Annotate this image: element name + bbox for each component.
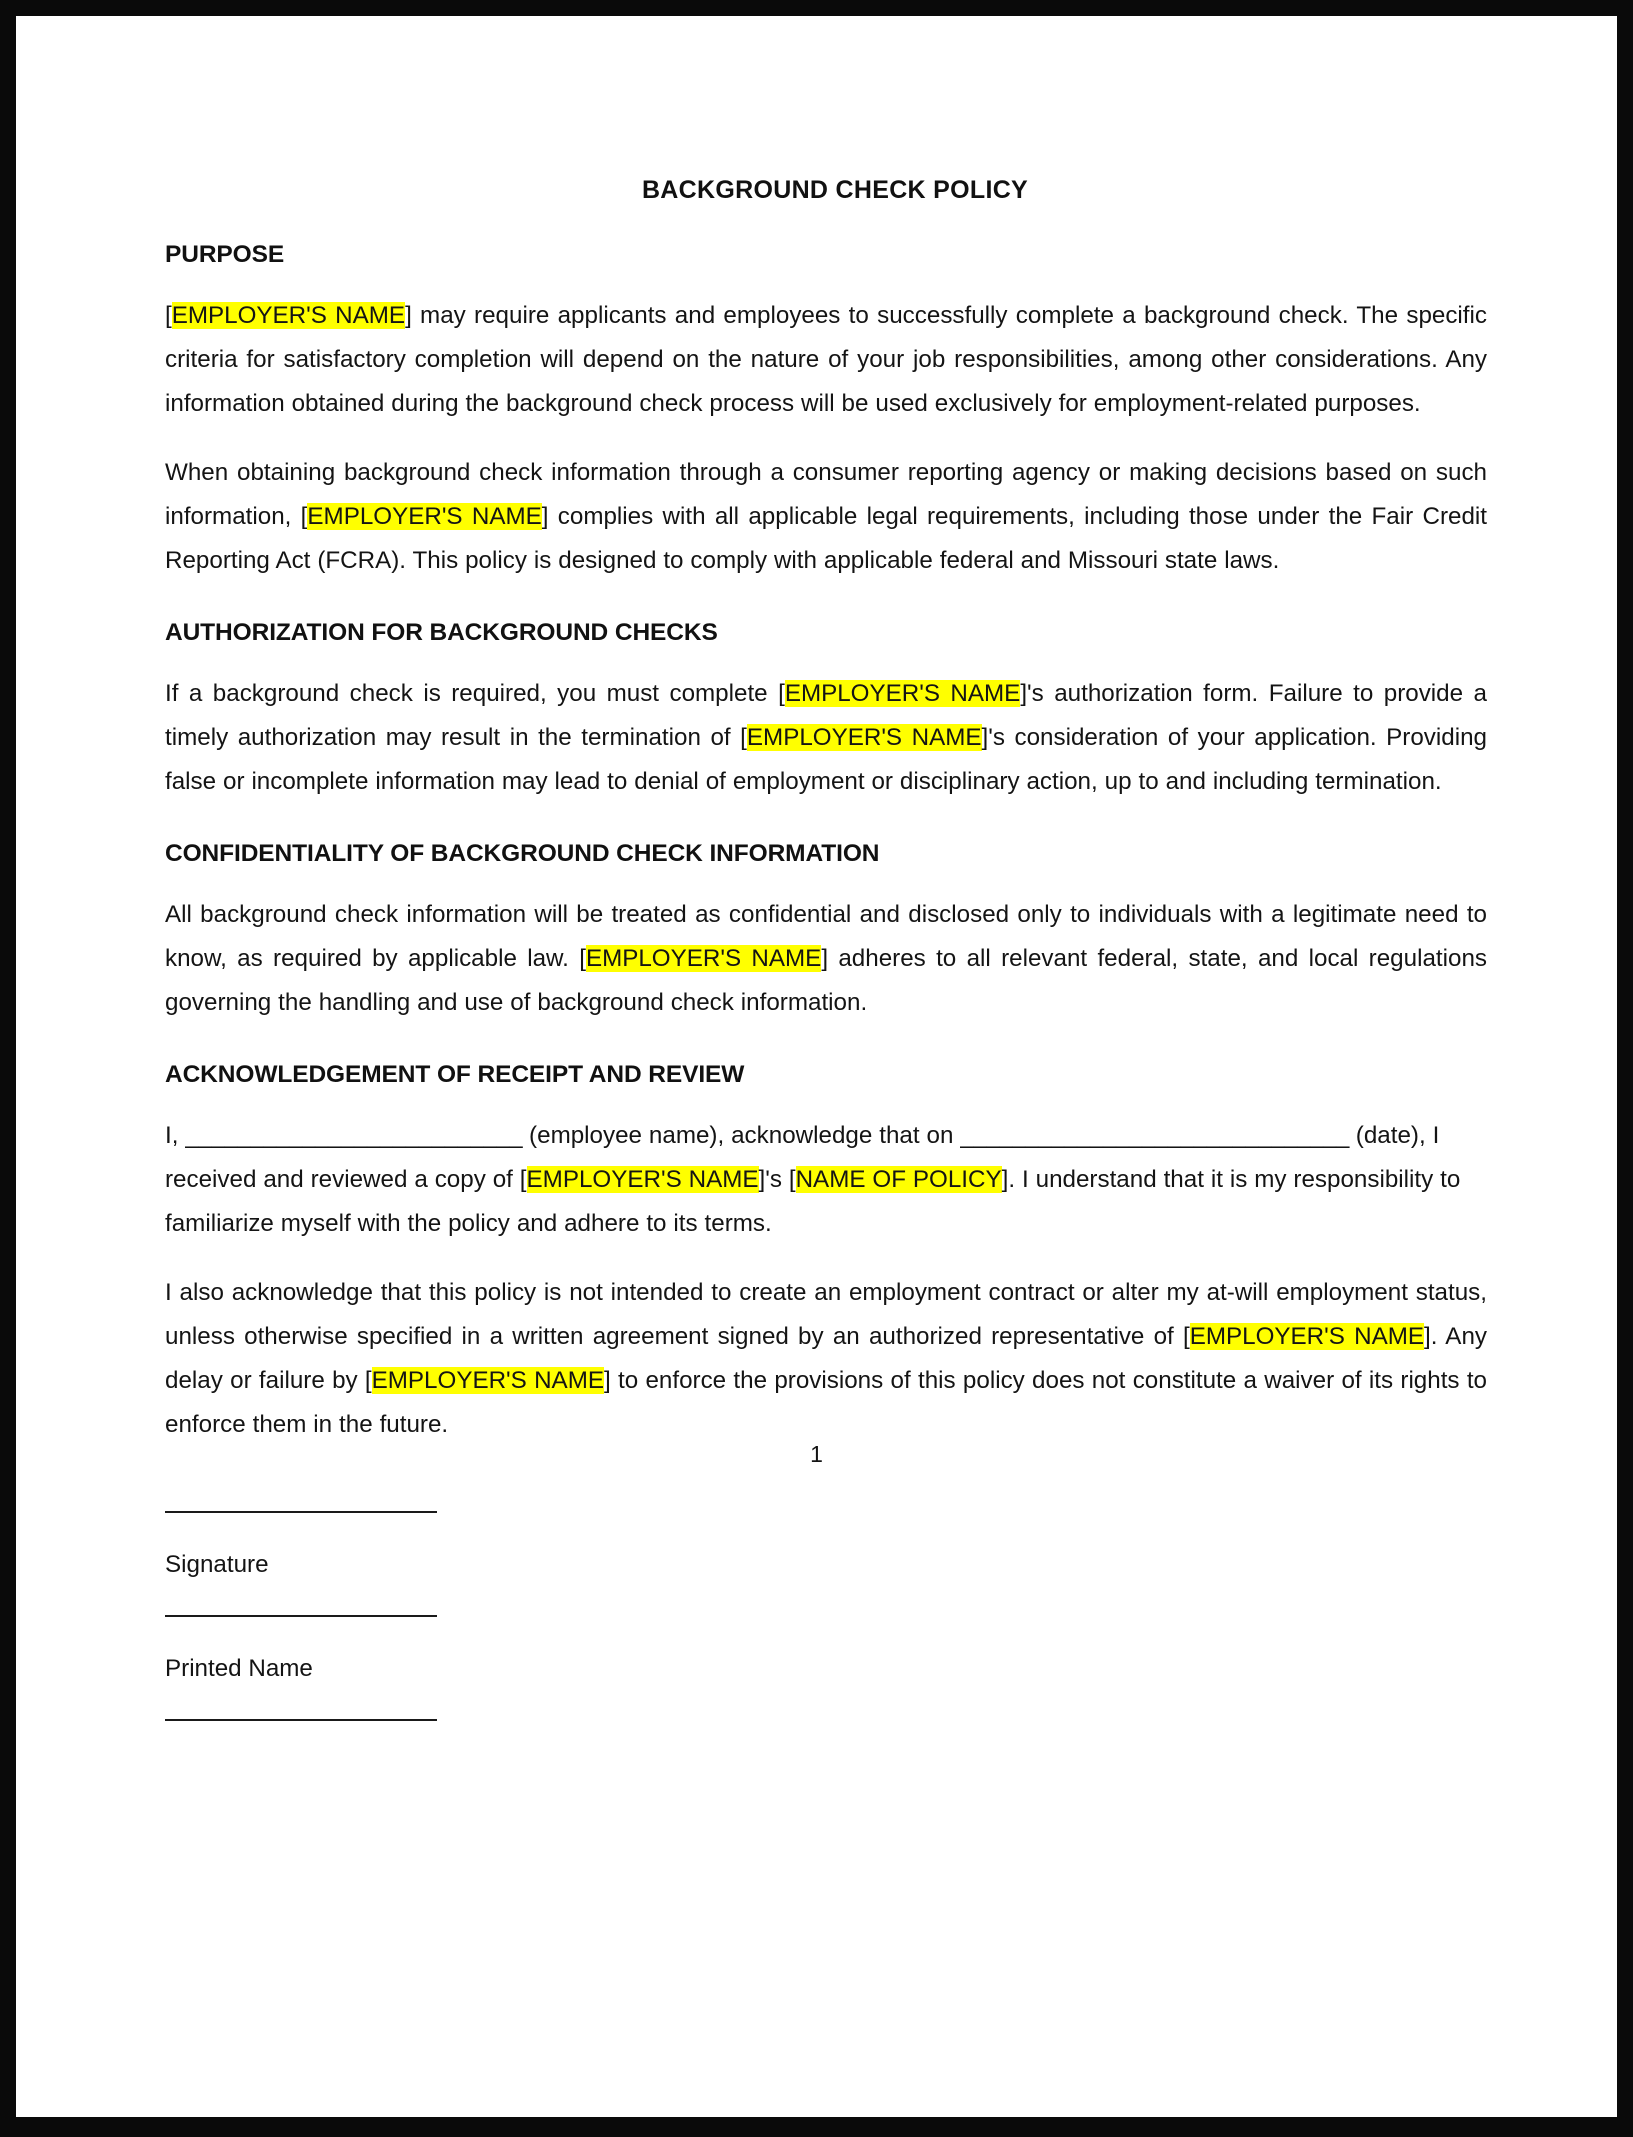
section-heading-acknowledgement: ACKNOWLEDGEMENT OF RECEIPT AND REVIEW [165, 1061, 745, 1088]
paragraph-text: I, [165, 1122, 186, 1149]
printed-name-label: Printed Name [165, 1655, 313, 1682]
page-title: BACKGROUND CHECK POLICY [641, 176, 1029, 204]
paragraph-text: (employee name), acknowledge that on [522, 1122, 961, 1149]
bracket-open: [ [165, 302, 172, 329]
paragraph-text: (date), I received and reviewed a copy of [ [165, 1122, 1440, 1193]
paragraph-text: ]'s consideration of your application. Providing false or incomplete information may lead to denial of employment or disciplinary action, up to and including termination. [165, 724, 1488, 795]
paragraph-text: When obtaining background check information through a consumer reporting agency or making decisions based on such information, [ [165, 459, 1487, 530]
paragraph-purpose-1 [165, 269, 1487, 426]
paragraph-text: All background check information will be treated as confidential and disclosed only to individuals with a legitimate need to know, as required by applicable law. [ [165, 901, 1487, 972]
blank-date[interactable]: ______________________________ [960, 1122, 1349, 1149]
page-number: 1 [810, 1441, 823, 1467]
section-heading-authorization: AUTHORIZATION FOR BACKGROUND CHECKS [165, 619, 718, 646]
signature-block [165, 1447, 1487, 1721]
paragraph-acknowledgement-2 [165, 1246, 1487, 1447]
placeholder-employer-name: EMPLOYER'S NAME [371, 1367, 604, 1394]
placeholder-employer-name: EMPLOYER'S NAME [585, 945, 822, 972]
placeholder-policy-name: NAME OF POLICY [795, 1166, 1002, 1193]
placeholder-employer-name: EMPLOYER'S NAME [746, 724, 982, 751]
placeholder-employer-name: EMPLOYER'S NAME [307, 503, 542, 530]
placeholder-employer-name: EMPLOYER'S NAME [1189, 1323, 1424, 1350]
section-heading-confidentiality: CONFIDENTIALITY OF BACKGROUND CHECK INFORMATION [165, 840, 880, 867]
spacer [165, 1579, 1487, 1615]
blank-employee-name[interactable]: __________________________ [185, 1122, 523, 1149]
paragraph-text: If a background check is required, you must complete [ [165, 680, 785, 707]
placeholder-employer-name: EMPLOYER'S NAME [171, 302, 406, 329]
paragraph-authorization-1 [165, 647, 1487, 804]
paragraph-purpose-2 [165, 426, 1487, 583]
placeholder-employer-name: EMPLOYER'S NAME [526, 1166, 759, 1193]
paragraph-text: ]. Any delay or failure by [ [165, 1323, 1487, 1394]
section-heading-purpose: PURPOSE [165, 241, 285, 268]
paragraph-text: ]'s authorization form. Failure to provide a timely authorization may result in the termination of [ [165, 680, 1487, 751]
paragraph-text: ] to enforce the provisions of this policy does not constitute a waiver of its rights to enforce them in the future. [165, 1367, 1487, 1438]
paragraph-text: ]. I understand that it is my responsibility to familiarize myself with the policy and adhere to its terms. [165, 1166, 1461, 1237]
document-page [16, 16, 1617, 2117]
placeholder-employer-name: EMPLOYER'S NAME [784, 680, 1021, 707]
paragraph-text: ] complies with all applicable legal requirements, including those under the Fair Credit Reporting Act (FCRA). This policy is designed to comply with applicable federal and Missouri state laws. [165, 503, 1488, 574]
paragraph-acknowledgement-1 [165, 1089, 1487, 1246]
paragraph-text: ] adheres to all relevant federal, state, and local regulations governing the handling and use of background check information. [165, 945, 1488, 1016]
signature-label: Signature [165, 1551, 269, 1578]
spacer [165, 1683, 1487, 1719]
paragraph-text: ]'s [ [758, 1166, 796, 1193]
paragraph-confidentiality-1 [165, 868, 1487, 1025]
paragraph-text: I also acknowledge that this policy is not intended to create an employment contract or alter my at-will employment status, unless otherwise specified in a written agreement signed by an authorized representative of [ [165, 1279, 1487, 1350]
paragraph-text: ] may require applicants and employees to successfully complete a background check. The specific criteria for satisfactory completion will depend on the nature of your job responsibilities, among other considerations. Any information obtained during the background check process will be used exclusively for employment-related purposes. [165, 302, 1487, 417]
date-line[interactable] [165, 1719, 437, 1721]
